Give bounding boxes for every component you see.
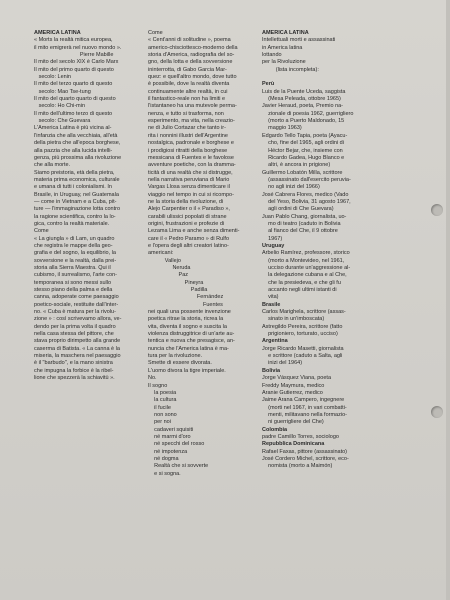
text-line: No. xyxy=(148,375,157,382)
text-line: caserma di Batista. « La canna è la xyxy=(34,345,120,352)
text-line: accanto negli ultimi istanti di xyxy=(262,287,337,294)
text-line: non sono xyxy=(148,411,177,418)
text-line: Siamo preistoria, età della pietra, xyxy=(34,169,115,176)
text-line: Il mito dell'ultimo terzo di questo xyxy=(34,110,113,117)
text-line: secolo: Mao Tse-tung xyxy=(34,88,91,95)
text-line: altri, è ancora in prigione) xyxy=(262,162,331,169)
text-line: i prodigiosi ritratti della borghese xyxy=(148,147,228,154)
text-line: Carlos Marighela, scrittore (assas- xyxy=(262,309,346,316)
text-line: Pierre Mabille xyxy=(34,52,114,59)
text-line: ne di Julio Cortazar che tanto ir- xyxy=(148,125,226,132)
text-line: Il mito del primo quarto di questo xyxy=(34,66,114,73)
text-line: poetico-sociale, restituite dall'inter- xyxy=(34,301,119,308)
text-line: Ricardo Gadea, Hugo Blanco e xyxy=(262,154,345,161)
text-line: agli ordini di Che Guevara) xyxy=(262,206,334,213)
text-line: José Cabrera Flores, medico (Vado xyxy=(262,191,349,198)
text-line: ture — l'immaginazione lotta contro xyxy=(34,206,121,213)
text-line: è il "barbudo", e la mano sinistra xyxy=(34,360,113,367)
text-line: Pineyra xyxy=(148,279,204,286)
text-line: messicana di Fuentes e le favolose xyxy=(148,154,234,161)
text-line: né impotenza xyxy=(148,448,188,455)
text-line: Freddy Maymura, medico xyxy=(262,382,325,389)
text-line: che alla morte. xyxy=(34,162,71,169)
text-line: della pietra che all'epoca borghese, xyxy=(34,140,121,147)
text-line: ticità di una realtà che si distrugge, xyxy=(148,169,233,176)
binder-hole-bottom xyxy=(431,406,443,418)
text-line: Il sogno xyxy=(148,382,168,389)
text-line: Come xyxy=(34,228,49,235)
text-line: dendo per la prima volta il quadro xyxy=(34,323,116,330)
text-line: Vallejo xyxy=(148,257,181,264)
text-line: Il mito del secolo XIX è Carlo Marx xyxy=(34,59,119,66)
text-line: che registra le mappe della geo- xyxy=(34,242,113,249)
text-line: Jaime Arana Campero, ingegnere xyxy=(262,397,345,404)
text-line: (lista incompleta): xyxy=(262,66,319,73)
text-line: gno, della lotta e della sovversione xyxy=(148,59,233,66)
text-line: gica, contro la realtà materiale. xyxy=(34,220,110,227)
text-line: materia prima economica, culturale xyxy=(34,176,120,183)
text-line: mo di teatro (caduto in Bolivia xyxy=(262,220,341,227)
text-line: secolo: Che Guevara xyxy=(34,118,91,125)
text-line: Vargas Llosa senza dimenticare il xyxy=(148,184,230,191)
text-line: no. « Cuba è matura per la rivolu- xyxy=(34,309,116,316)
text-line: al fianco del Che, il 9 ottobre xyxy=(262,228,338,235)
text-line: né marmi d'oro xyxy=(148,433,191,440)
text-line: vita) xyxy=(262,294,279,301)
text-line: (morto a Montevideo, nel 1961, xyxy=(262,257,345,264)
text-line: (morti nel 1967, in vari combatti- xyxy=(262,404,347,411)
text-line: care il « Pedro Paramo » di Rulfo xyxy=(148,235,230,242)
text-line: secolo: Ho Chi-min xyxy=(34,103,86,110)
text-line: Jorge Vásquez Viana, poeta xyxy=(262,375,332,382)
text-line: nuncia che l'America latina è ma- xyxy=(148,345,229,352)
text-line: storia d'America, radiografia del so- xyxy=(148,52,235,59)
section-heading: Repubblica Dominicana xyxy=(262,441,325,448)
text-line: grafia e del sogno, la equilibrio, la xyxy=(34,250,116,257)
text-line: e scrittore (caduto a Salta, agli xyxy=(262,353,343,360)
text-line: del Yeso, Bolivia, 31 agosto 1967, xyxy=(262,198,351,205)
text-line: alla pazzia che alla lucida intelli- xyxy=(34,147,113,154)
text-line: l'infanzia che alla vecchiaia, all'età xyxy=(34,132,118,139)
text-line: nei quali una possente invenzione xyxy=(148,309,231,316)
text-line: Paz xyxy=(148,272,189,279)
text-line: Fuentes xyxy=(148,301,223,308)
text-line: che impugna la forbice è la ribel- xyxy=(34,367,114,374)
text-line: nomista (morto a Maimón) xyxy=(262,463,333,470)
text-line: Aranie Gutierrez, medico xyxy=(262,389,323,396)
text-line: Alejo Carpentier o il « Paradiso », xyxy=(148,206,230,213)
text-line: genza, più prossima alla rivoluzione xyxy=(34,154,122,161)
text-line xyxy=(262,74,374,81)
text-line: e umana di tutti i colonialismi. In xyxy=(34,184,112,191)
text-line: ni guerrigliere del Che) xyxy=(262,419,324,426)
text-line: (Mesa Peleada, ottobre 1965) xyxy=(262,96,341,103)
text-line: (assassinato dall'esercito peruvia- xyxy=(262,176,351,183)
text-line: stesso piano della palma e della xyxy=(34,287,113,294)
text-line: il fantastico-reale non ha limiti e xyxy=(148,96,226,103)
text-line: sinato in un'imboscata) xyxy=(262,316,325,323)
text-line: il mito emigrerà nel nuovo mondo ». xyxy=(34,44,122,51)
text-line: Edgardo Tello Tapia, poeta (Ayacu- xyxy=(262,132,348,139)
text-line: « La giungla » di Lam, un quadro xyxy=(34,235,115,242)
text-line: Il mito del quarto quarto di questo xyxy=(34,96,116,103)
text-line: no agli inizi del 1966) xyxy=(262,184,320,191)
text-line: e l'opera degli altri creatori latino- xyxy=(148,242,229,249)
section-heading: Brasile xyxy=(262,301,281,308)
text-line: Padilla xyxy=(148,287,208,294)
section-heading: Bolivia xyxy=(262,367,281,374)
text-line: cubismo, il surrealismo, l'arte con- xyxy=(34,272,117,279)
text-line: tura per la rivoluzione. xyxy=(148,353,203,360)
section-heading: AMERICA LATINA xyxy=(262,30,309,36)
text-line: Fernández xyxy=(148,294,224,301)
text-line: nostalgica, padronale e borghese e xyxy=(148,140,234,147)
section-heading: Argentina xyxy=(262,338,288,345)
text-line: Intellettuali morti e assassinati xyxy=(262,37,336,44)
column-left xyxy=(34,30,140,383)
text-line: zione » : così scrivevamo allora, ve- xyxy=(34,316,122,323)
text-line: Jorge Ricardo Masetti, giornalista xyxy=(262,345,344,352)
text-line: nella casa stessa del pittore, che xyxy=(34,331,114,338)
text-line: la cultura xyxy=(148,397,177,404)
text-line: stava proprio dirimpetto alla grande xyxy=(34,338,121,345)
text-line: (morto a Puerto Maldonado, 15 xyxy=(262,118,345,125)
text-line: nella narrativa peruviana di Mario xyxy=(148,176,230,183)
column-right xyxy=(262,30,374,471)
column-middle xyxy=(148,30,254,478)
text-line: poetica ritrae la storia, ricrea la xyxy=(148,316,224,323)
text-line: L'America Latina è più vicina al- xyxy=(34,125,112,132)
text-line: zionale di poesia 1962, guerrigliero xyxy=(262,110,354,117)
text-line: è possibile, dove la realtà diventa xyxy=(148,81,230,88)
text-line: carabili ulissici popolati di strane xyxy=(148,213,227,220)
text-line: Luis de la Puente Uceda, saggista xyxy=(262,88,346,95)
text-line: Guillermo Lobatón Milla, scrittore xyxy=(262,169,343,176)
text-line: temporanea si sono messi sullo xyxy=(34,279,112,286)
text-line: miseria, la maschera nel paesaggio xyxy=(34,353,121,360)
text-line: sovversione e la realtà, dalla prei- xyxy=(34,257,117,264)
text-line: né dogma xyxy=(148,455,179,462)
section-heading: AMERICA LATINA xyxy=(34,30,81,36)
text-line: avventure poetiche, con la dramma- xyxy=(148,162,236,169)
text-line: « Morts la realtà mitica europea, xyxy=(34,37,113,44)
text-line: L'uomo divora la tigre imperiale. xyxy=(148,367,226,374)
text-line: José Cordero Michel, scrittore, eco- xyxy=(262,455,349,462)
text-line: ininterrotta, di Gabo Garcia Mar- xyxy=(148,66,227,73)
text-line: lione che spezzerà la schiavitù ». xyxy=(34,375,115,382)
text-line: americo-chisciottesco-moderno della xyxy=(148,44,238,51)
text-line: rita i nonnini illustri dell'Argentine xyxy=(148,132,228,139)
section-heading: Perù xyxy=(262,81,275,88)
text-line: cadaveri squisiti xyxy=(148,426,194,433)
text-line: quez: e quell'altro mondo, dove tutto xyxy=(148,74,237,81)
text-line: né specchi del rosso xyxy=(148,441,205,448)
text-line: ucciso durante un'aggressione al- xyxy=(262,265,351,271)
text-line: per la Rivoluzione xyxy=(262,59,306,66)
text-line: violenza distruggitrice di un'arte au- xyxy=(148,331,235,338)
text-line: menti, militavano nella formazio- xyxy=(262,411,347,418)
text-line: americani: xyxy=(148,250,174,257)
text-line: origini, frustrazioni e profezie di xyxy=(148,220,225,227)
section-heading: Uruguay xyxy=(262,242,285,249)
binder-hole-top xyxy=(431,204,443,216)
text-line: prigioniero, torturato, ucciso) xyxy=(262,331,338,338)
text-line: Juan Pablo Chang, giornalista, uo- xyxy=(262,213,347,220)
text-line: nenza, e tutto si trasforma, non xyxy=(148,110,224,117)
text-line: viaggio nel tempo in cui si ricompo- xyxy=(148,191,234,198)
text-line: « Cent'anni di solitudine », poema xyxy=(148,37,231,44)
text-line: vita, diventa il sogno e suscita la xyxy=(148,323,227,330)
text-line: — come in Vietnam e a Cuba, pit- xyxy=(34,198,117,205)
text-line: Come xyxy=(148,30,163,36)
text-line: Il mito del terzo quarto di questo xyxy=(34,81,113,88)
text-line: lottando xyxy=(262,52,282,59)
text-line: Brasile, in Uruguay, nel Guatemala xyxy=(34,191,119,198)
text-line: la poesia xyxy=(148,389,177,396)
text-line: tentica e nuova che presagisce, an- xyxy=(148,338,235,345)
text-line: Neruda xyxy=(148,265,191,271)
text-line: maggio 1963) xyxy=(262,125,302,132)
text-line: 1967) xyxy=(262,235,283,242)
text-line: per noi xyxy=(148,419,171,426)
text-line: cho, fine del 1965, agli ordini di xyxy=(262,140,344,147)
text-line: esperimento, ma vita, nella creazio- xyxy=(148,118,235,125)
text-line: Héctor Bejar, che, insieme con xyxy=(262,147,343,154)
text-line: Rafael Faxas, pittore (assassinato) xyxy=(262,448,347,455)
text-line: secolo: Lenin xyxy=(34,74,71,81)
text-line: ne la storia della rivoluzione, di xyxy=(148,198,224,205)
text-line: Astregildo Pereira, scrittore (fatto xyxy=(262,323,343,330)
text-line: canna, adoperate come paesaggio xyxy=(34,294,119,301)
text-line: Lezama Lima e anche senza dimenti- xyxy=(148,228,240,235)
text-line: padre Camillo Torres, sociologo xyxy=(262,433,339,440)
section-heading: Colombia xyxy=(262,426,288,433)
text-line: Smette di essere divorata. xyxy=(148,360,212,367)
text-line: continuamente altre realtà, in cui xyxy=(148,88,228,95)
text-line: Realtà che si sovverte xyxy=(148,463,209,470)
page-edge xyxy=(446,0,450,600)
text-line: l'istantaneo ha una mutevole perma- xyxy=(148,103,237,110)
text-line: Javier Heraud, poeta, Premio na- xyxy=(262,103,344,110)
text-line: inizi del 1964) xyxy=(262,360,303,367)
text-line: Arbelio Ramírez, professore, storico xyxy=(262,250,350,257)
text-line: in America latina xyxy=(262,44,303,51)
text-line: la ragione scientifica, contro la lo- xyxy=(34,213,116,220)
text-line: che la presiedeva, e che gli fu xyxy=(262,279,341,286)
text-line: e si sogna. xyxy=(148,470,181,477)
text-line: storia alla Sierra Maestra. Qui il xyxy=(34,265,111,271)
text-line: il fucile xyxy=(148,404,171,411)
text-line: la delegazione cubana e al Che, xyxy=(262,272,347,279)
